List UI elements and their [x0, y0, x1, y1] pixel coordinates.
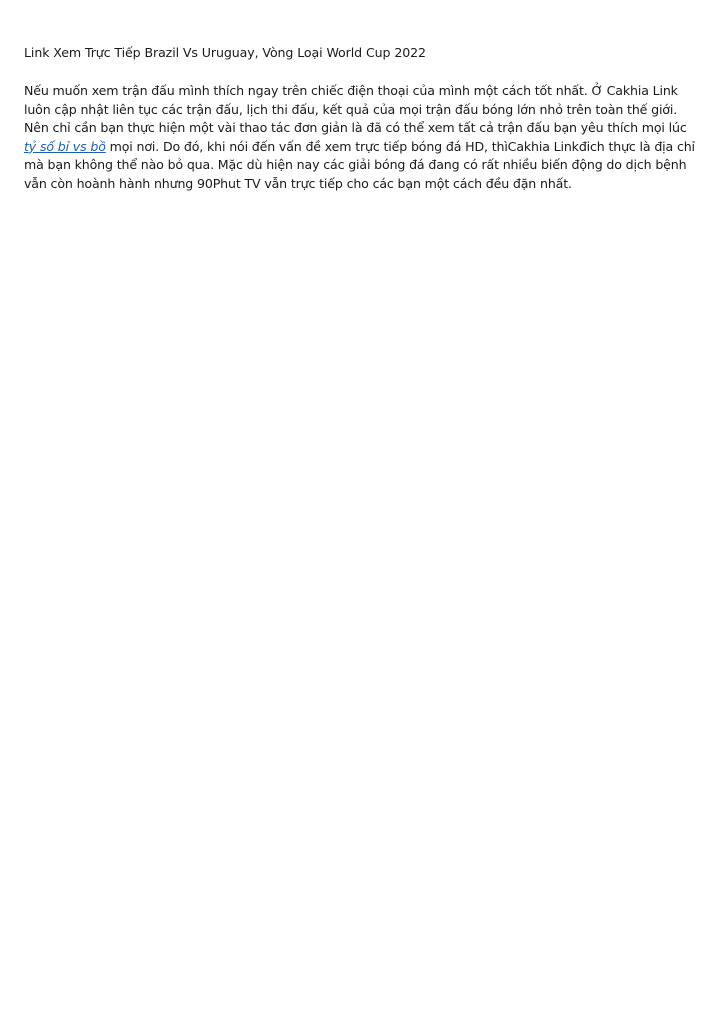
score-link[interactable]: tỷ số bỉ vs bồ — [24, 138, 106, 154]
document-title: Link Xem Trực Tiếp Brazil Vs Uruguay, Vòng Loại World Cup 2022 — [24, 45, 426, 60]
paragraph-text-after-link: mọi nơi. Do đó, khi nói đến vấn đề xem trực tiếp bóng đá HD, thìCakhia Linkđich thực là địa chỉ mà bạn không thể nào bỏ qua. Mặc dù hiện nay các giải bóng đá đang có rất nhiều biến động do dịch bệnh vẫn còn hoành hành nhưng 90Phut TV vẫn trực tiếp cho các bạn một cách đều đặn nhất. — [24, 138, 695, 191]
document-paragraph — [24, 82, 698, 194]
paragraph-text-before-link: Nếu muốn xem trận đấu mình thích ngay trên chiếc điện thoại của mình một cách tốt nhất. Ở Cakhia Link luôn cập nhật liên tục các trận đấu, lịch thi đấu, kết quả của mọi trận đấu bóng lớn nhỏ trên toàn thế giới. Nên chỉ cần bạn thực hiện một vài thao tác đơn giản là đã có thể xem tất cả trận đấu bạn yêu thích mọi lúc — [24, 83, 687, 136]
